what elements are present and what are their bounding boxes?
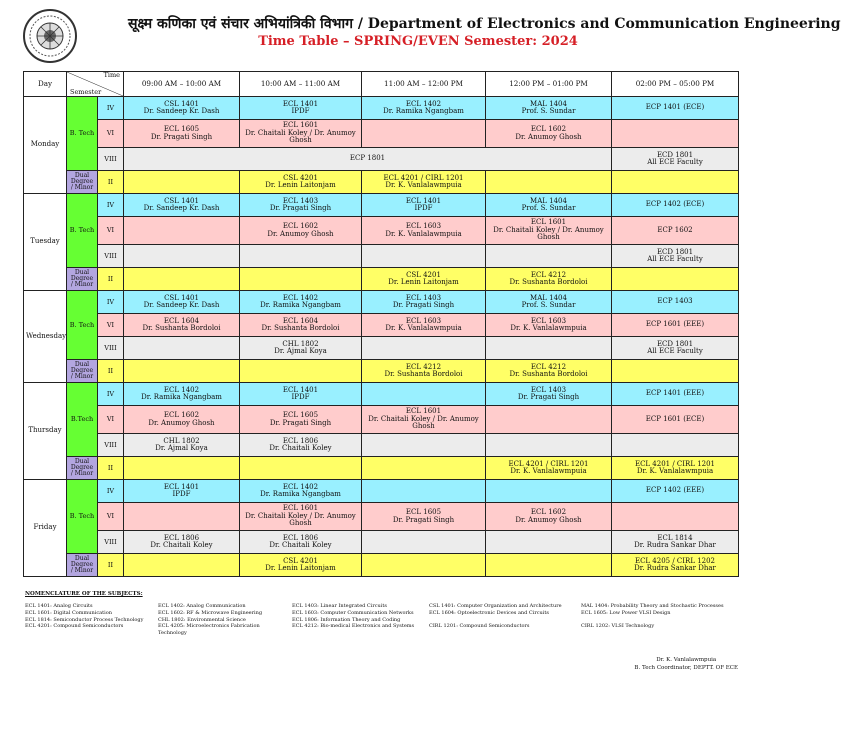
class-cell: CHL 1802 Dr. Ajmal Koya bbox=[240, 337, 362, 360]
class-cell: ECL 1605 Dr. Pragati Singh bbox=[362, 503, 486, 531]
nomenclature-title: NOMENCLATURE OF THE SUBJECTS: bbox=[25, 591, 143, 597]
header-day: Day bbox=[24, 72, 67, 97]
nomenclature-column bbox=[292, 603, 427, 630]
class-cell bbox=[612, 171, 739, 194]
institute-logo bbox=[22, 8, 78, 64]
class-cell bbox=[612, 503, 739, 531]
semester-label: VI bbox=[98, 406, 124, 434]
nomenclature-item: CIRL 1201: Compound Semiconductors bbox=[429, 623, 530, 630]
semester-label: VIII bbox=[98, 148, 124, 171]
nomenclature-item: ECL 1605: Low Power VLSI Design bbox=[581, 609, 671, 616]
class-cell bbox=[612, 120, 739, 148]
program-label: B.Tech bbox=[67, 383, 98, 457]
nomenclature-item: ECL 1814: Semiconductor Process Technology bbox=[25, 616, 144, 623]
signature-block bbox=[634, 657, 738, 672]
semester-label: II bbox=[98, 268, 124, 291]
program-label: B. Tech bbox=[67, 480, 98, 554]
class-cell: CSL 1401 Dr. Sandeep Kr. Dash bbox=[124, 194, 240, 217]
class-cell: ECP 1401 (ECE) bbox=[612, 97, 739, 120]
program-label: B. Tech bbox=[67, 291, 98, 360]
class-cell bbox=[124, 217, 240, 245]
class-cell bbox=[486, 531, 612, 554]
class-cell: ECP 1402 (EEE) bbox=[612, 480, 739, 503]
class-cell: ECL 1814 Dr. Rudra Sankar Dhar bbox=[612, 531, 739, 554]
nomenclature-item: ECL 1402: Analog Communication bbox=[158, 603, 246, 609]
class-cell: CHL 1802 Dr. Ajmal Koya bbox=[124, 434, 240, 457]
class-cell bbox=[362, 480, 486, 503]
class-cell bbox=[612, 434, 739, 457]
class-cell: ECL 1401 IPDF bbox=[362, 194, 486, 217]
class-cell: ECL 4212 Dr. Sushanta Bordoloi bbox=[362, 360, 486, 383]
page-title: सूक्ष्म कणिका एवं संचार अभियांत्रिकी विभाग / Department of Electronics and Communication Engineering bbox=[128, 16, 841, 32]
nomenclature-item: ECL 1602: RF & Microwave Engineering bbox=[158, 609, 263, 616]
nomenclature-column bbox=[429, 603, 579, 630]
semester-label: IV bbox=[98, 383, 124, 406]
class-cell: CSL 1401 Dr. Sandeep Kr. Dash bbox=[124, 97, 240, 120]
class-cell bbox=[124, 360, 240, 383]
class-cell bbox=[240, 457, 362, 480]
class-cell: ECP 1601 (EEE) bbox=[612, 314, 739, 337]
day-label: Monday bbox=[24, 97, 67, 194]
semester-label: II bbox=[98, 457, 124, 480]
semester-label: IV bbox=[98, 291, 124, 314]
class-cell: ECL 4212 Dr. Sushanta Bordoloi bbox=[486, 268, 612, 291]
nomenclature-item: ECL 1601: Digital Communication bbox=[25, 609, 112, 616]
class-cell bbox=[362, 434, 486, 457]
semester-label: IV bbox=[98, 480, 124, 503]
class-cell: ECL 1602 Dr. Anumoy Ghosh bbox=[240, 217, 362, 245]
class-cell bbox=[362, 245, 486, 268]
class-cell: ECL 1402 Dr. Ramika Ngangbam bbox=[240, 291, 362, 314]
class-cell: ECD 1801 All ECE Faculty bbox=[612, 337, 739, 360]
dual-degree-label: Dual Degree / Minor bbox=[67, 360, 98, 383]
class-cell bbox=[124, 245, 240, 268]
program-label: B. Tech bbox=[67, 194, 98, 268]
class-cell: ECD 1801 All ECE Faculty bbox=[612, 148, 739, 171]
class-cell bbox=[486, 245, 612, 268]
semester-label: II bbox=[98, 171, 124, 194]
day-label: Tuesday bbox=[24, 194, 67, 291]
nomenclature-item: ECL 1401: Analog Circuits bbox=[25, 603, 93, 609]
semester-label: VIII bbox=[98, 434, 124, 457]
nomenclature-item: ECL 4212: Bio-medical Electronics and Systems bbox=[292, 623, 415, 630]
class-cell bbox=[362, 531, 486, 554]
page-subtitle: Time Table – SPRING/EVEN Semester: 2024 bbox=[258, 34, 578, 49]
class-cell: ECP 1601 (ECE) bbox=[612, 406, 739, 434]
class-cell: CSL 4201 Dr. Lenin Laitonjam bbox=[362, 268, 486, 291]
signature-name: Dr. K. Vanlalawmpuia bbox=[656, 657, 717, 663]
nomenclature-column bbox=[581, 603, 741, 630]
class-cell bbox=[486, 406, 612, 434]
dual-degree-label: Dual Degree / Minor bbox=[67, 457, 98, 480]
header-slot: 10:00 AM – 11:00 AM bbox=[240, 72, 362, 97]
nomenclature-item: CSL 1401: Computer Organization and Architecture bbox=[429, 603, 562, 609]
class-cell bbox=[362, 383, 486, 406]
dual-degree-label: Dual Degree / Minor bbox=[67, 554, 98, 577]
class-cell bbox=[362, 554, 486, 577]
class-cell bbox=[612, 268, 739, 291]
nomenclature-item: MAL 1404: Probability Theory and Stochastic Processes bbox=[581, 603, 724, 609]
class-cell: ECL 1402 Dr. Ramika Ngangbam bbox=[240, 480, 362, 503]
class-cell bbox=[486, 480, 612, 503]
nomenclature-column bbox=[25, 603, 155, 630]
class-cell: ECL 4205 / CIRL 1202 Dr. Rudra Sankar Dhar bbox=[612, 554, 739, 577]
semester-label: VIII bbox=[98, 531, 124, 554]
nomenclature-item: ECL 1806: Information Theory and Coding bbox=[292, 616, 401, 623]
class-cell: MAL 1404 Prof. S. Sundar bbox=[486, 291, 612, 314]
class-cell bbox=[612, 360, 739, 383]
header-slot: 09:00 AM – 10:00 AM bbox=[124, 72, 240, 97]
class-cell: ECL 4201 / CIRL 1201 Dr. K. Vanlalawmpuia bbox=[486, 457, 612, 480]
nomenclature-item: ECL 4201: Compound Semiconductors bbox=[25, 623, 124, 630]
header-slot: 11:00 AM – 12:00 PM bbox=[362, 72, 486, 97]
semester-label: II bbox=[98, 360, 124, 383]
class-cell bbox=[124, 457, 240, 480]
nomenclature-item: ECL 1604: Optoelectronic Devices and Circuits bbox=[429, 609, 549, 616]
class-cell: ECL 1601 Dr. Chaitali Koley / Dr. Anumoy Ghosh bbox=[240, 120, 362, 148]
class-cell bbox=[486, 554, 612, 577]
semester-label: VI bbox=[98, 314, 124, 337]
class-cell: MAL 1404 Prof. S. Sundar bbox=[486, 97, 612, 120]
nomenclature-item: ECL 1603: Computer Communication Networks bbox=[292, 609, 414, 616]
class-cell bbox=[240, 268, 362, 291]
class-cell bbox=[240, 360, 362, 383]
class-cell: ECP 1403 bbox=[612, 291, 739, 314]
semester-label: VI bbox=[98, 503, 124, 531]
dual-degree-label: Dual Degree / Minor bbox=[67, 171, 98, 194]
header-slot: 02:00 PM – 05:00 PM bbox=[612, 72, 739, 97]
day-label: Thursday bbox=[24, 383, 67, 480]
class-cell: ECL 1403 Dr. Pragati Singh bbox=[362, 291, 486, 314]
dual-degree-label: Dual Degree / Minor bbox=[67, 268, 98, 291]
class-cell: ECL 1401 IPDF bbox=[240, 383, 362, 406]
class-cell: ECD 1801 All ECE Faculty bbox=[612, 245, 739, 268]
class-cell: ECL 1603 Dr. K. Vanlalawmpuia bbox=[486, 314, 612, 337]
class-cell bbox=[240, 245, 362, 268]
class-cell: ECP 1801 bbox=[124, 148, 612, 171]
class-cell: ECL 1602 Dr. Anumoy Ghosh bbox=[486, 503, 612, 531]
header-time-semester bbox=[67, 72, 124, 97]
class-cell: ECL 1401 IPDF bbox=[240, 97, 362, 120]
class-cell: ECL 1604 Dr. Sushanta Bordoloi bbox=[240, 314, 362, 337]
day-label: Wednesday bbox=[24, 291, 67, 383]
nomenclature-item bbox=[581, 617, 741, 624]
class-cell: ECL 1602 Dr. Anumoy Ghosh bbox=[124, 406, 240, 434]
class-cell: CSL 4201 Dr. Lenin Laitonjam bbox=[240, 554, 362, 577]
class-cell bbox=[362, 337, 486, 360]
class-cell: ECL 1601 Dr. Chaitali Koley / Dr. Anumoy Ghosh bbox=[362, 406, 486, 434]
class-cell: ECL 4201 / CIRL 1201 Dr. K. Vanlalawmpuia bbox=[362, 171, 486, 194]
semester-label: II bbox=[98, 554, 124, 577]
class-cell: ECL 1603 Dr. K. Vanlalawmpuia bbox=[362, 217, 486, 245]
semester-label: IV bbox=[98, 194, 124, 217]
nomenclature-column bbox=[158, 603, 288, 637]
class-cell: ECL 1402 Dr. Ramika Ngangbam bbox=[124, 383, 240, 406]
class-cell: ECP 1602 bbox=[612, 217, 739, 245]
nomenclature-item: ECL 1403: Linear Integrated Circuits bbox=[292, 603, 387, 609]
class-cell bbox=[362, 120, 486, 148]
header-slot: 12:00 PM – 01:00 PM bbox=[486, 72, 612, 97]
class-cell: CSL 1401 Dr. Sandeep Kr. Dash bbox=[124, 291, 240, 314]
nomenclature-item: CIRL 1202: VLSI Technology bbox=[581, 623, 655, 630]
class-cell bbox=[124, 554, 240, 577]
semester-label: IV bbox=[98, 97, 124, 120]
class-cell: ECP 1402 (ECE) bbox=[612, 194, 739, 217]
nomenclature-item: CHL 1802: Environmental Science bbox=[158, 616, 246, 623]
class-cell bbox=[486, 434, 612, 457]
class-cell: ECL 1605 Dr. Pragati Singh bbox=[124, 120, 240, 148]
signature-role: B. Tech Coordinator, DEPTT. OF ECE bbox=[634, 664, 738, 671]
class-cell: ECL 1605 Dr. Pragati Singh bbox=[240, 406, 362, 434]
program-label: B. Tech bbox=[67, 97, 98, 171]
class-cell: ECP 1401 (EEE) bbox=[612, 383, 739, 406]
class-cell bbox=[362, 457, 486, 480]
class-cell: ECL 1806 Dr. Chaitali Koley bbox=[240, 531, 362, 554]
timetable bbox=[23, 71, 739, 577]
class-cell bbox=[124, 503, 240, 531]
class-cell: ECL 1403 Dr. Pragati Singh bbox=[240, 194, 362, 217]
class-cell bbox=[486, 171, 612, 194]
semester-label: VIII bbox=[98, 337, 124, 360]
class-cell: ECL 1602 Dr. Anumoy Ghosh bbox=[486, 120, 612, 148]
nomenclature-item bbox=[429, 617, 579, 624]
semester-label: VIII bbox=[98, 245, 124, 268]
semester-label: VI bbox=[98, 217, 124, 245]
class-cell: ECL 1403 Dr. Pragati Singh bbox=[486, 383, 612, 406]
class-cell: ECL 1603 Dr. K. Vanlalawmpuia bbox=[362, 314, 486, 337]
class-cell bbox=[124, 268, 240, 291]
class-cell: ECL 1601 Dr. Chaitali Koley / Dr. Anumoy Ghosh bbox=[240, 503, 362, 531]
class-cell bbox=[124, 171, 240, 194]
header-semester: Semester bbox=[70, 88, 102, 97]
semester-label: VI bbox=[98, 120, 124, 148]
class-cell: ECL 4212 Dr. Sushanta Bordoloi bbox=[486, 360, 612, 383]
class-cell: ECL 4201 / CIRL 1201 Dr. K. Vanlalawmpuia bbox=[612, 457, 739, 480]
header-time: Time bbox=[103, 71, 120, 79]
class-cell bbox=[486, 337, 612, 360]
nomenclature-item: ECL 4205: Microelectronics Fabrication Technology bbox=[158, 623, 260, 636]
class-cell: MAL 1404 Prof. S. Sundar bbox=[486, 194, 612, 217]
class-cell bbox=[124, 337, 240, 360]
day-label: Friday bbox=[24, 480, 67, 577]
class-cell: ECL 1401 IPDF bbox=[124, 480, 240, 503]
class-cell: ECL 1402 Dr. Ramika Ngangbam bbox=[362, 97, 486, 120]
class-cell: ECL 1604 Dr. Sushanta Bordoloi bbox=[124, 314, 240, 337]
class-cell: CSL 4201 Dr. Lenin Laitonjam bbox=[240, 171, 362, 194]
class-cell: ECL 1806 Dr. Chaitali Koley bbox=[240, 434, 362, 457]
class-cell: ECL 1601 Dr. Chaitali Koley / Dr. Anumoy Ghosh bbox=[486, 217, 612, 245]
class-cell: ECL 1806 Dr. Chaitali Koley bbox=[124, 531, 240, 554]
